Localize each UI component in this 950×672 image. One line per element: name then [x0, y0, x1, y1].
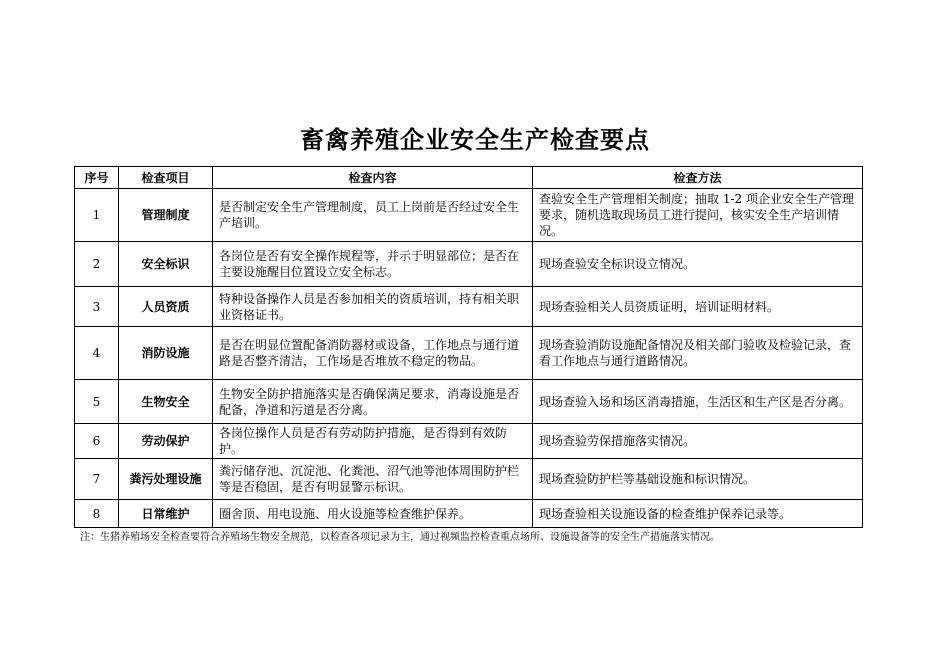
row-no: 8 — [75, 500, 119, 528]
header-content: 检查内容 — [213, 167, 533, 189]
row-content: 是否在明显位置配备消防器材或设备，工作地点与通行道路是否整齐清洁，工作场是否堆放不稳定的物品。 — [213, 327, 533, 380]
table-row — [75, 380, 863, 424]
row-method: 现场查验劳保措施落实情况。 — [533, 424, 863, 459]
header-item: 检查项目 — [119, 167, 213, 189]
row-content: 是否制定安全生产管理制度，员工上岗前是否经过安全生产培训。 — [213, 189, 533, 242]
row-method: 现场查验相关设施设备的检查维护保养记录等。 — [533, 500, 863, 528]
row-no: 3 — [75, 287, 119, 327]
header-no: 序号 — [75, 167, 119, 189]
row-item: 生物安全 — [119, 380, 213, 424]
row-content: 各岗位是否有安全操作规程等，并示于明显部位；是否在主要设施醒目位置设立安全标志。 — [213, 242, 533, 287]
row-item: 安全标识 — [119, 242, 213, 287]
row-item: 日常维护 — [119, 500, 213, 528]
row-method: 现场查验安全标识设立情况。 — [533, 242, 863, 287]
table-row — [75, 500, 863, 528]
table-header-row — [75, 167, 863, 189]
row-item: 粪污处理设施 — [119, 459, 213, 500]
row-method: 现场查验防护栏等基础设施和标识情况。 — [533, 459, 863, 500]
row-method: 现场查验消防设施配备情况及相关部门验收及检验记录，查看工作地点与通行道路情况。 — [533, 327, 863, 380]
row-no: 2 — [75, 242, 119, 287]
footnote: 注：生猪养殖场安全检查要符合养殖场生物安全规范，以检查各项记录为主，通过视频监控检查重点场所、设施设备等的安全生产措施落实情况。 — [80, 532, 720, 543]
inspection-table — [74, 166, 863, 528]
row-content: 各岗位操作人员是否有劳动防护措施，是否得到有效防护。 — [213, 424, 533, 459]
header-method: 检查方法 — [533, 167, 863, 189]
row-no: 1 — [75, 189, 119, 242]
row-no: 7 — [75, 459, 119, 500]
page-title: 畜禽养殖企业安全生产检查要点 — [300, 125, 650, 154]
table-row — [75, 287, 863, 327]
row-no: 5 — [75, 380, 119, 424]
table-row — [75, 327, 863, 380]
row-content: 圈舍顶、用电设施、用火设施等检查维护保养。 — [213, 500, 533, 528]
row-content: 粪污储存池、沉淀池、化粪池、沼气池等池体周围防护栏等是否稳固，是否有明显警示标识。 — [213, 459, 533, 500]
row-no: 6 — [75, 424, 119, 459]
table-row — [75, 424, 863, 459]
row-item: 消防设施 — [119, 327, 213, 380]
row-method: 现场查验相关人员资质证明，培训证明材料。 — [533, 287, 863, 327]
row-content: 特种设备操作人员是否参加相关的资质培训，持有相关职业资格证书。 — [213, 287, 533, 327]
row-no: 4 — [75, 327, 119, 380]
row-item: 管理制度 — [119, 189, 213, 242]
row-method: 查验安全生产管理相关制度；抽取 1-2 项企业安全生产管理要求，随机选取现场员工进行提问，核实安全生产培训情况。 — [533, 189, 863, 242]
row-item: 劳动保护 — [119, 424, 213, 459]
table-row — [75, 189, 863, 242]
table-row — [75, 242, 863, 287]
row-content: 生物安全防护措施落实是否确保满足要求，消毒设施是否配备，净道和污道是否分离。 — [213, 380, 533, 424]
row-item: 人员资质 — [119, 287, 213, 327]
table-row — [75, 459, 863, 500]
row-method: 现场查验入场和场区消毒措施，生活区和生产区是否分离。 — [533, 380, 863, 424]
